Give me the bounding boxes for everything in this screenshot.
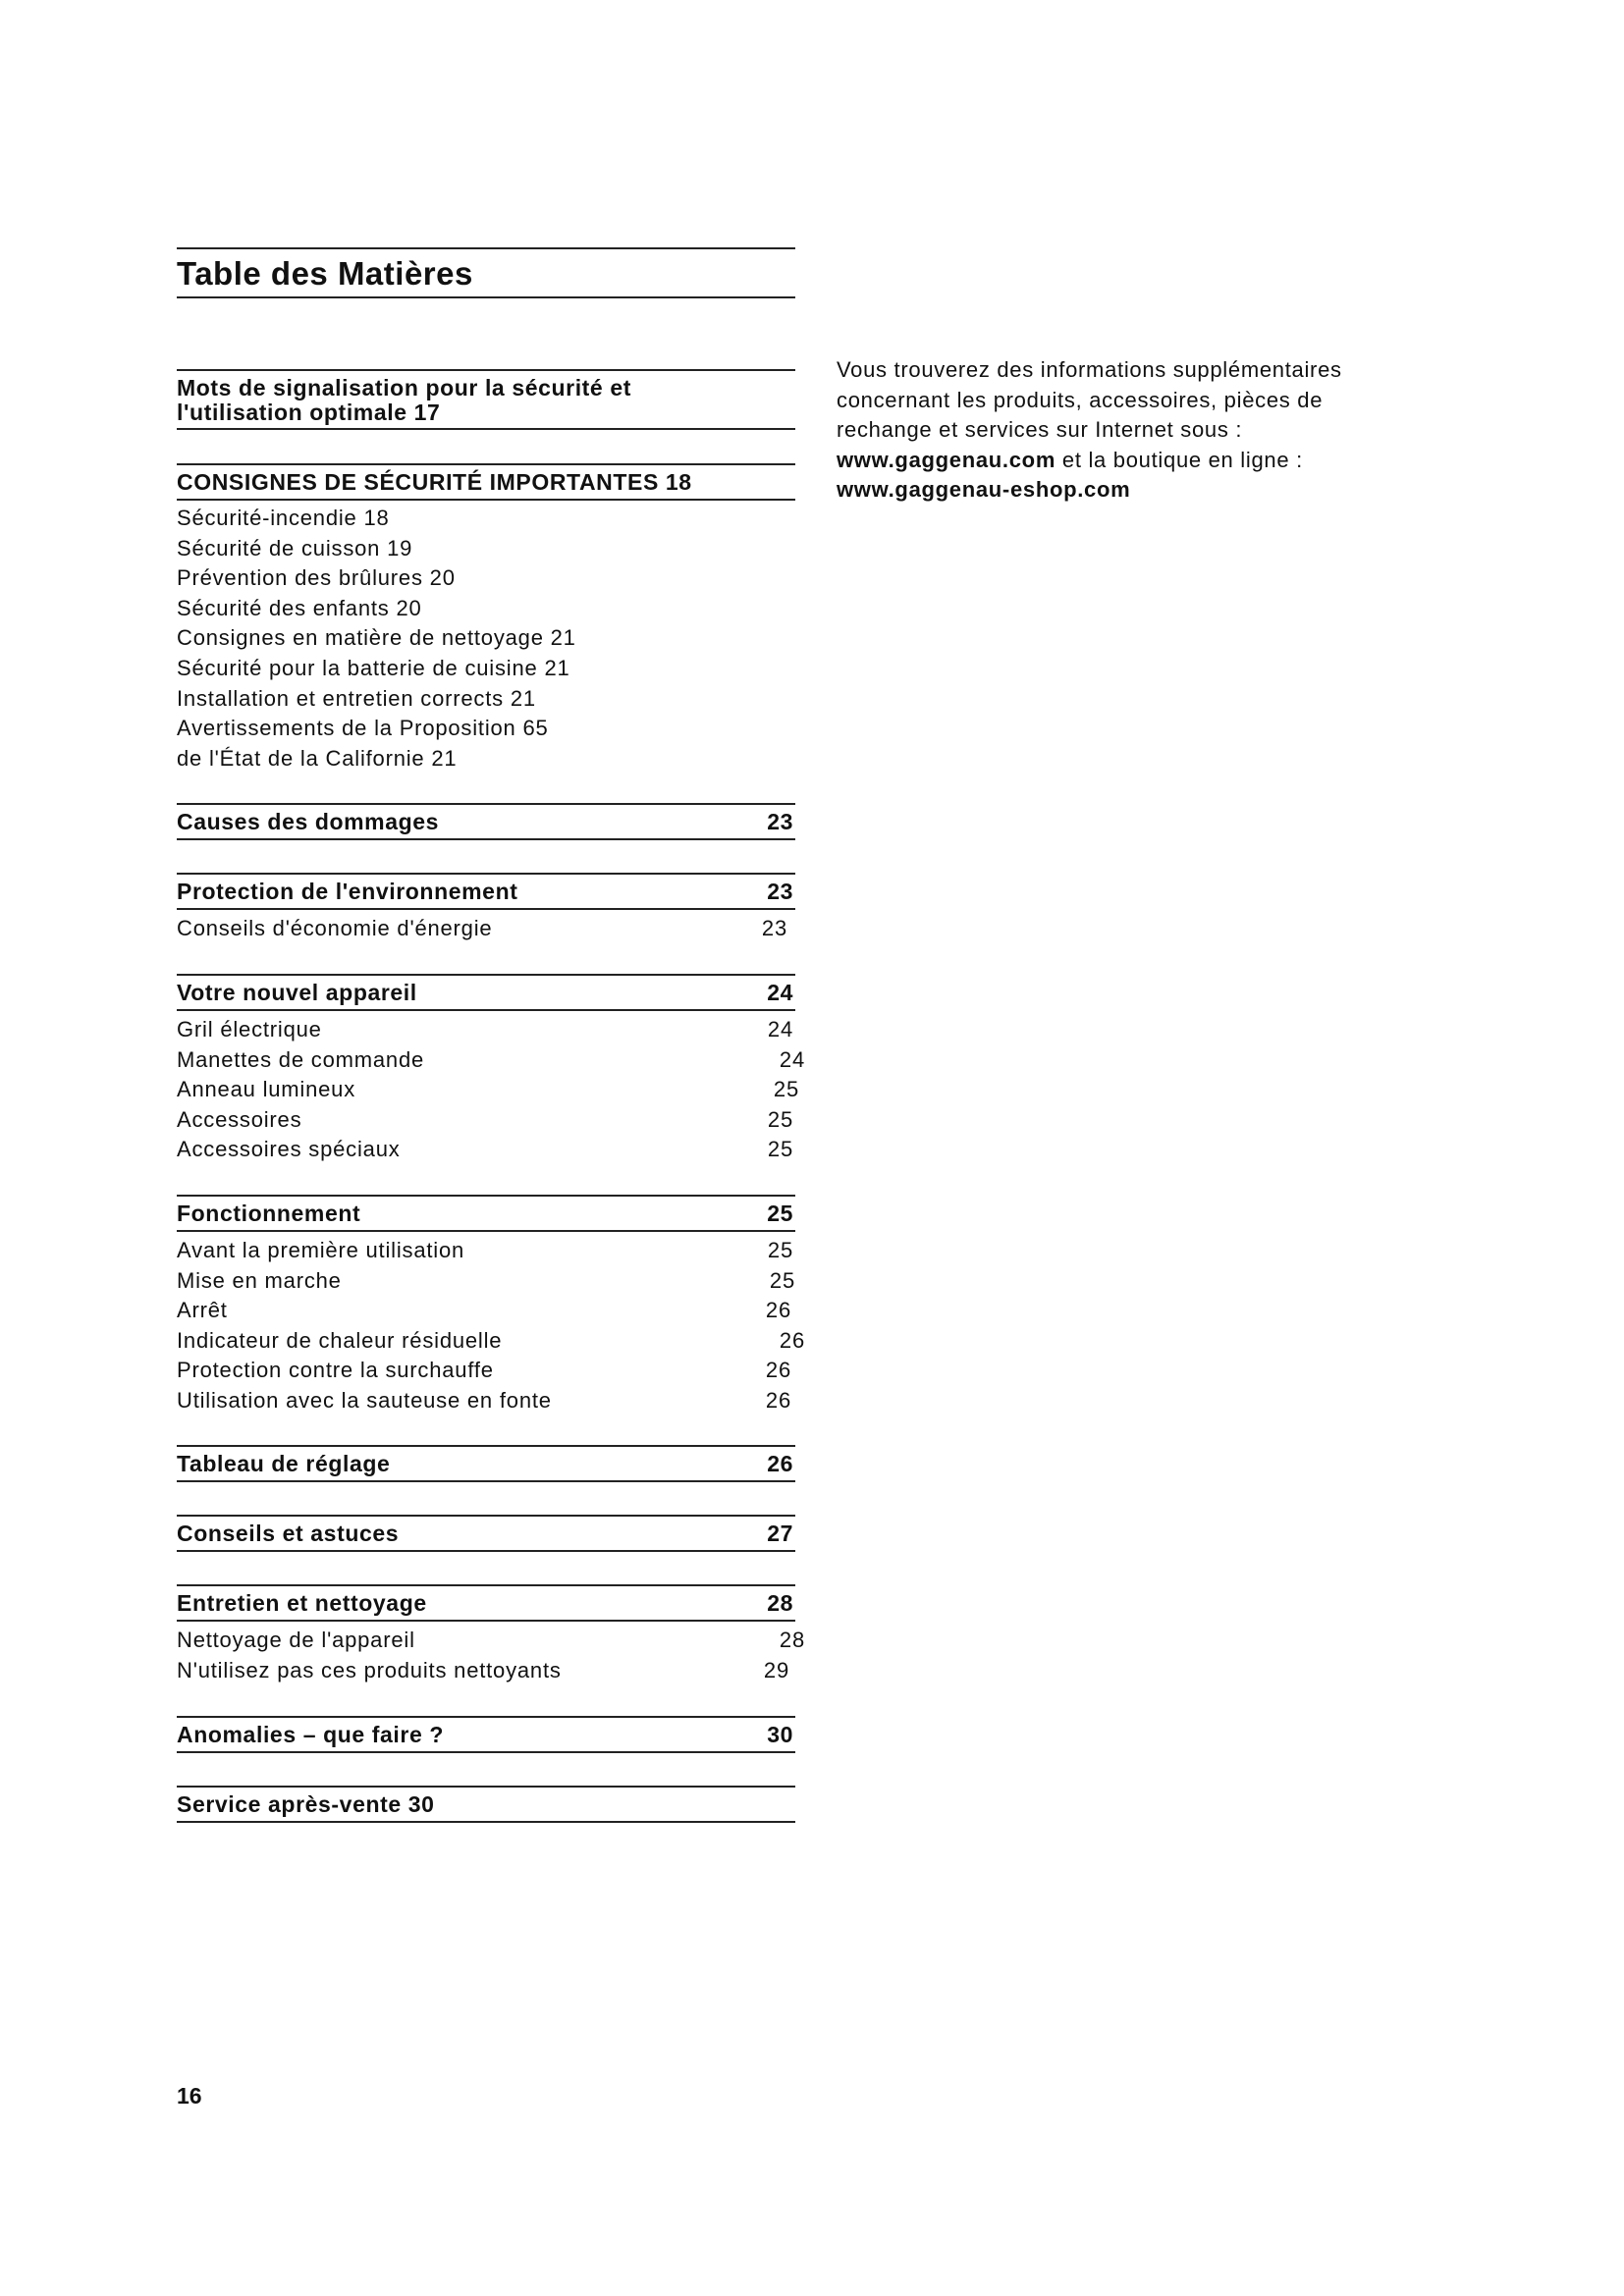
toc-entry[interactable] xyxy=(177,1266,795,1297)
toc-entry[interactable] xyxy=(177,1656,795,1686)
toc-entry-label: Consignes en matière de nettoyage 21 xyxy=(177,625,576,651)
toc-heading-line: l'utilisation optimale 17 xyxy=(177,400,441,425)
toc-entry-label: Anneau lumineux xyxy=(177,1077,356,1102)
toc-entry-page: 26 xyxy=(765,1387,791,1413)
toc-section-damage xyxy=(177,803,795,840)
page-title: Table des Matières xyxy=(177,255,473,292)
toc-heading-label: Fonctionnement xyxy=(177,1200,361,1226)
toc-entry[interactable] xyxy=(177,1135,795,1165)
toc-section-troubleshooting xyxy=(177,1716,795,1753)
toc-entry[interactable] xyxy=(177,623,795,654)
toc-entry[interactable] xyxy=(177,534,795,564)
toc-entry[interactable] xyxy=(177,1236,795,1266)
toc-section-heading[interactable] xyxy=(177,1195,795,1232)
toc-entry-label: Gril électrique xyxy=(177,1016,322,1041)
toc-section-heading[interactable] xyxy=(177,1445,795,1482)
toc-entry[interactable] xyxy=(177,1296,795,1326)
side-note-line xyxy=(837,446,1426,476)
toc-entry[interactable] xyxy=(177,914,795,944)
toc-entry-page: 23 xyxy=(761,916,787,941)
toc-entry-label: Accessoires xyxy=(177,1106,302,1132)
toc-section-environment xyxy=(177,873,795,944)
toc-entry[interactable] xyxy=(177,504,795,534)
toc-entry-label: Installation et entretien corrects 21 xyxy=(177,685,536,711)
toc-section-heading[interactable] xyxy=(177,463,795,501)
toc-entry[interactable] xyxy=(177,1045,805,1076)
toc-entry-label: Avertissements de la Proposition 65 xyxy=(177,716,549,741)
eshop-link[interactable]: www.gaggenau-eshop.com xyxy=(837,477,1131,502)
toc-entry[interactable] xyxy=(177,1386,795,1416)
toc-heading-label: Votre nouvel appareil xyxy=(177,979,417,1005)
toc-entry[interactable] xyxy=(177,563,795,594)
toc-heading-page: 23 xyxy=(767,879,793,905)
toc-heading-label: Tableau de réglage xyxy=(177,1451,391,1477)
toc-section-safety xyxy=(177,463,795,774)
toc-entry-label: Utilisation avec la sauteuse en fonte xyxy=(177,1387,552,1413)
toc-section-operation xyxy=(177,1195,805,1416)
toc-entry[interactable] xyxy=(177,594,795,624)
toc-section-heading[interactable] xyxy=(177,1584,795,1622)
gaggenau-link[interactable]: www.gaggenau.com xyxy=(837,447,1056,472)
toc-entry-label: N'utilisez pas ces produits nettoyants xyxy=(177,1658,562,1683)
toc-heading-page: 27 xyxy=(767,1521,793,1547)
toc-heading-label: Service après-vente 30 xyxy=(177,1790,435,1817)
toc-section-new-appliance xyxy=(177,974,805,1165)
side-note-line: concernant les produits, accessoires, pièces de xyxy=(837,387,1324,412)
toc-section-heading[interactable] xyxy=(177,873,795,910)
toc-entry[interactable] xyxy=(177,1015,795,1045)
toc-entry[interactable] xyxy=(177,1626,805,1656)
toc-section-settings-table xyxy=(177,1445,795,1482)
toc-section-heading[interactable] xyxy=(177,1515,795,1552)
toc-entry[interactable] xyxy=(177,1105,795,1136)
toc-heading-page: 24 xyxy=(767,979,793,1005)
toc-entry-page: 25 xyxy=(773,1077,799,1102)
toc-entry-label: de l'État de la Californie 21 xyxy=(177,745,458,771)
toc-entry-label: Sécurité des enfants 20 xyxy=(177,595,422,620)
toc-entry-page: 24 xyxy=(779,1046,805,1072)
toc-heading-page: 25 xyxy=(767,1200,793,1226)
toc-entry-page: 26 xyxy=(779,1327,805,1353)
toc-title-block xyxy=(177,247,795,298)
toc-entry-label: Sécurité pour la batterie de cuisine 21 xyxy=(177,655,570,680)
toc-entry-page: 29 xyxy=(763,1658,789,1683)
toc-entry[interactable] xyxy=(177,684,795,715)
toc-entry-page: 25 xyxy=(767,1137,793,1162)
toc-heading-label: Anomalies – que faire ? xyxy=(177,1721,444,1747)
toc-entry-page: 24 xyxy=(767,1016,793,1041)
toc-entry-page: 25 xyxy=(769,1267,795,1293)
toc-heading-label: Conseils et astuces xyxy=(177,1521,400,1547)
toc-entry[interactable] xyxy=(177,714,795,744)
toc-entry[interactable] xyxy=(177,654,795,684)
side-note xyxy=(837,355,1426,506)
toc-heading-label: Entretien et nettoyage xyxy=(177,1590,427,1617)
toc-entry-page: 26 xyxy=(765,1298,791,1323)
toc-heading-page: 23 xyxy=(767,809,793,835)
toc-entry-page: 25 xyxy=(767,1106,793,1132)
side-note-text: et la boutique en ligne : xyxy=(1056,447,1303,472)
toc-section-safety-words xyxy=(177,369,795,430)
toc-entry[interactable] xyxy=(177,1326,805,1357)
side-note-line: Vous trouverez des informations supplémentaires xyxy=(837,357,1342,382)
toc-entry[interactable] xyxy=(177,1075,799,1105)
toc-section-heading[interactable] xyxy=(177,803,795,840)
toc-entry[interactable] xyxy=(177,744,795,774)
toc-entry-label: Avant la première utilisation xyxy=(177,1237,465,1262)
toc-heading-page: 26 xyxy=(767,1451,793,1477)
toc-section-tips xyxy=(177,1515,795,1552)
toc-section-service xyxy=(177,1786,795,1823)
toc-entry-label: Mise en marche xyxy=(177,1267,342,1293)
toc-heading-page: 30 xyxy=(767,1721,793,1747)
toc-section-heading[interactable] xyxy=(177,974,795,1011)
toc-heading-label: CONSIGNES DE SÉCURITÉ IMPORTANTES 18 xyxy=(177,469,692,495)
side-note-line xyxy=(837,475,1426,506)
toc-entry-label: Indicateur de chaleur résiduelle xyxy=(177,1327,503,1353)
toc-entry-label: Accessoires spéciaux xyxy=(177,1137,401,1162)
toc-section-heading[interactable] xyxy=(177,1716,795,1753)
toc-section-heading[interactable] xyxy=(177,1786,795,1823)
page-number: 16 xyxy=(177,2083,202,2109)
toc-heading-label: Protection de l'environnement xyxy=(177,879,518,905)
toc-section-cleaning xyxy=(177,1584,805,1685)
toc-entry-page: 25 xyxy=(767,1237,793,1262)
table-of-contents xyxy=(177,247,805,1823)
toc-entry-page: 28 xyxy=(779,1628,805,1653)
toc-heading-page: 28 xyxy=(767,1590,793,1617)
toc-entry-label: Sécurité de cuisson 19 xyxy=(177,535,413,561)
toc-entry-label: Sécurité-incendie 18 xyxy=(177,506,390,530)
toc-section-heading[interactable] xyxy=(177,369,795,430)
toc-heading-label: Causes des dommages xyxy=(177,809,440,835)
side-note-line: rechange et services sur Internet sous : xyxy=(837,417,1243,442)
toc-entry[interactable] xyxy=(177,1356,795,1386)
toc-entry-page: 26 xyxy=(765,1358,791,1383)
toc-entry-label: Conseils d'économie d'énergie xyxy=(177,916,493,941)
toc-entry-label: Protection contre la surchauffe xyxy=(177,1358,494,1383)
toc-heading-line: Mots de signalisation pour la sécurité et xyxy=(177,375,631,400)
toc-entry-label: Nettoyage de l'appareil xyxy=(177,1628,415,1653)
toc-entry-label: Prévention des brûlures 20 xyxy=(177,565,456,591)
toc-entry-label: Arrêt xyxy=(177,1298,228,1323)
toc-entry-label: Manettes de commande xyxy=(177,1046,425,1072)
